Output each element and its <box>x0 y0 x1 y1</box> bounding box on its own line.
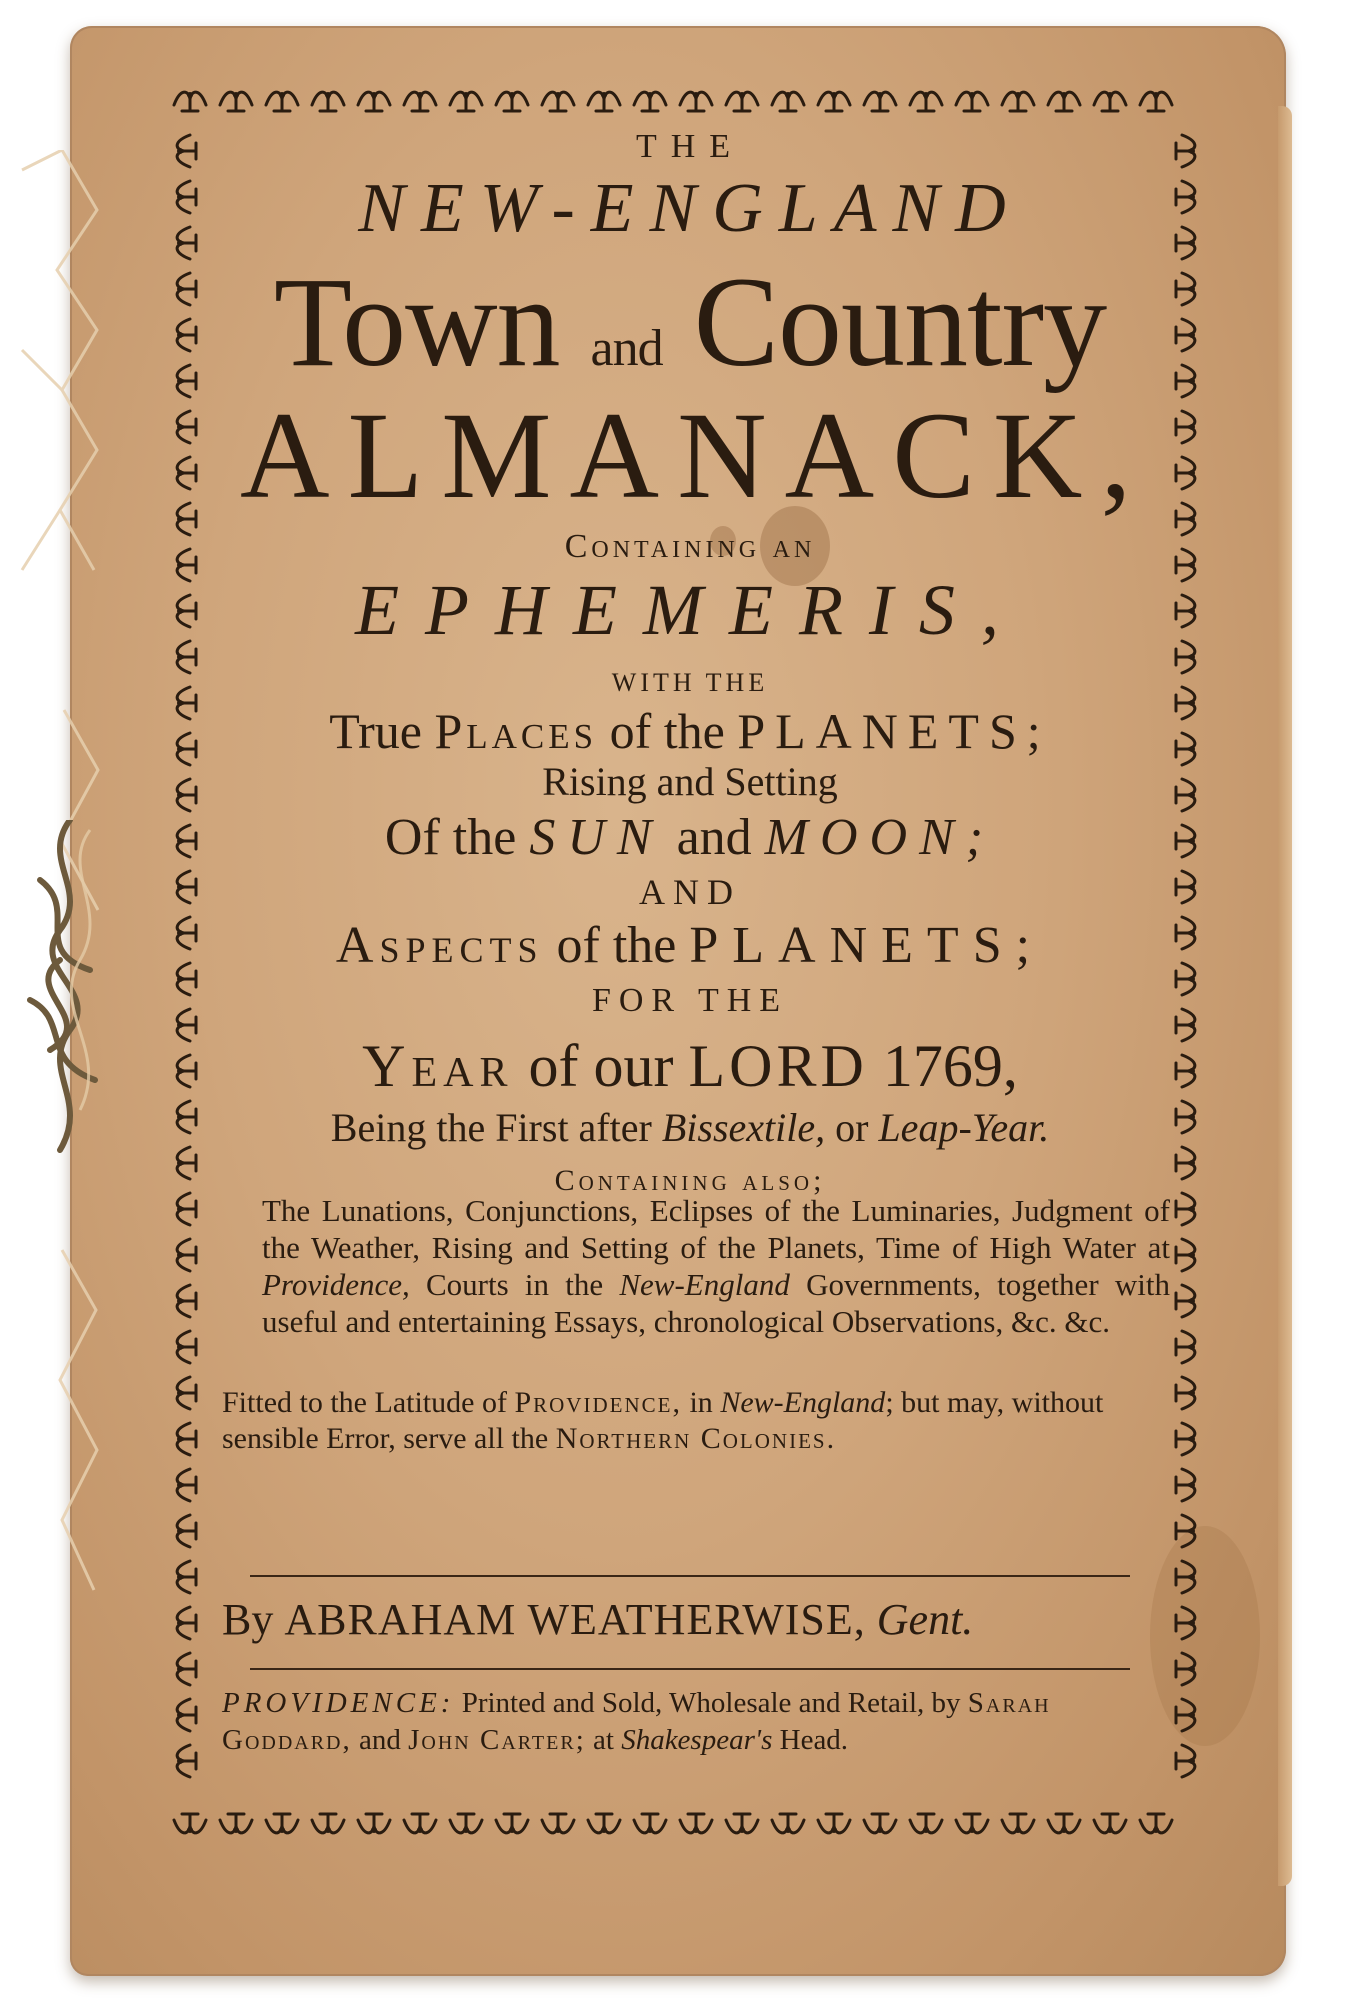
line-true-places <box>240 703 1140 759</box>
contents-paragraph <box>262 1192 1170 1340</box>
fleuron-ornament <box>177 1469 196 1501</box>
fleuron-ornament <box>177 273 196 305</box>
imprint-place: PROVIDENCE: <box>222 1687 455 1719</box>
imprint-text: and <box>351 1724 409 1756</box>
fleuron-ornament <box>1176 595 1195 627</box>
title-the: THE <box>635 128 745 165</box>
place-providence: Providence, <box>514 1386 682 1419</box>
fleuron-ornament <box>726 1814 758 1833</box>
fleuron-ornament <box>910 1814 942 1833</box>
fleuron-ornament <box>1176 1331 1195 1363</box>
imprint-text: Printed and Sold, Wholesale and Retail, by <box>454 1687 968 1719</box>
word-planets: PLANETS; <box>737 703 1051 759</box>
fleuron-ornament <box>1176 411 1195 443</box>
word-bissextile: Bissextile, <box>661 1105 826 1150</box>
fleuron-ornament <box>177 1101 196 1133</box>
title-page-text <box>240 128 1150 1210</box>
being-the-first: Being the First after <box>330 1105 652 1150</box>
fleuron-ornament <box>174 1814 206 1833</box>
fleuron-ornament <box>1176 1193 1195 1225</box>
fleuron-ornament <box>1176 1423 1195 1455</box>
line-year <box>240 1033 1140 1099</box>
fleuron-ornament <box>1176 1009 1195 1041</box>
fleuron-ornament <box>1176 503 1195 535</box>
word-of-the: Of the <box>384 809 517 866</box>
divider-rule <box>250 1575 1130 1577</box>
fleuron-ornament <box>588 1814 620 1833</box>
fleuron-ornament <box>1176 1147 1195 1179</box>
page-edge <box>1278 106 1292 1886</box>
fleuron-ornament <box>177 825 196 857</box>
paragraph-text: Fitted to the Latitude of <box>222 1386 515 1419</box>
word-places: Places <box>434 703 598 759</box>
printer-name: Sarah Goddard, <box>222 1687 1051 1756</box>
fleuron-ornament <box>634 1814 666 1833</box>
fleuron-ornament <box>1176 319 1195 351</box>
with-the: WITH THE <box>611 668 769 697</box>
divider-rule <box>250 1668 1130 1670</box>
byline-by: By <box>222 1595 274 1644</box>
fleuron-ornament <box>1094 92 1126 111</box>
fleuron-ornament <box>404 92 436 111</box>
fleuron-ornament <box>312 92 344 111</box>
fleuron-ornament <box>726 92 758 111</box>
fleuron-ornament <box>1140 92 1172 111</box>
fleuron-ornament <box>634 92 666 111</box>
fleuron-ornament <box>680 92 712 111</box>
imprint-text: at <box>585 1724 622 1756</box>
word-and: and <box>676 809 752 866</box>
imprint-text: Head. <box>772 1724 849 1756</box>
fleuron-ornament <box>177 319 196 351</box>
fleuron-ornament <box>177 917 196 949</box>
word-aspects: Aspects <box>335 917 544 974</box>
paragraph-text: Courts in the <box>409 1267 620 1302</box>
fleuron-ornament <box>266 92 298 111</box>
fleuron-ornament <box>177 641 196 673</box>
fleuron-ornament <box>864 1814 896 1833</box>
word-of-the: of the <box>609 703 725 759</box>
fleuron-ornament <box>312 1814 344 1833</box>
fleuron-ornament <box>177 1377 196 1409</box>
word-leap-year: Leap-Year. <box>878 1105 1050 1150</box>
line-sun-and-moon <box>240 809 1140 866</box>
place-new-england: New-England <box>720 1386 886 1419</box>
fleuron-ornament <box>772 1814 804 1833</box>
fleuron-ornament <box>177 1193 196 1225</box>
fleuron-ornament <box>1176 1239 1195 1271</box>
fleuron-ornament <box>1176 733 1195 765</box>
fleuron-ornament <box>177 1607 196 1639</box>
fleuron-ornament <box>1176 1561 1195 1593</box>
fleuron-ornament <box>1140 1814 1172 1833</box>
fleuron-ornament <box>1176 871 1195 903</box>
fleuron-ornament <box>1048 92 1080 111</box>
fleuron-ornament <box>1176 1515 1195 1547</box>
fleuron-ornament <box>266 1814 298 1833</box>
fleuron-ornament <box>542 92 574 111</box>
paragraph-text: Governments, together with useful and entertaining Essays, chronological Observations, &c. &c. <box>262 1267 1170 1339</box>
byline <box>222 1595 1172 1644</box>
fleuron-ornament <box>1176 1377 1195 1409</box>
title-town: Town <box>273 251 560 393</box>
fleuron-ornament <box>177 871 196 903</box>
fleuron-ornament <box>1176 1055 1195 1087</box>
author-name: ABRAHAM WEATHERWISE, <box>284 1595 866 1644</box>
word-moon: MOON; <box>764 809 996 866</box>
imprint <box>222 1685 1172 1759</box>
fleuron-ornament <box>177 1009 196 1041</box>
fleuron-ornament <box>542 1814 574 1833</box>
fleuron-ornament <box>1176 779 1195 811</box>
fleuron-ornament <box>358 92 390 111</box>
fleuron-ornament <box>1176 135 1195 167</box>
shop-sign: Shakespear's <box>621 1724 773 1756</box>
fleuron-ornament <box>177 411 196 443</box>
title-town-and-country <box>240 251 1140 393</box>
fleuron-ornament <box>177 595 196 627</box>
paragraph-text: in <box>681 1386 721 1419</box>
fleuron-ornament <box>177 227 196 259</box>
fleuron-ornament <box>1176 917 1195 949</box>
title-and: and <box>590 320 663 377</box>
fleuron-ornament <box>404 1814 436 1833</box>
fleuron-ornament <box>1176 1699 1195 1731</box>
place-new-england: New-England <box>619 1267 790 1302</box>
fleuron-ornament <box>177 733 196 765</box>
containing-an: Containing an <box>564 528 816 565</box>
title-country: Country <box>693 251 1107 393</box>
fleuron-ornament <box>177 1147 196 1179</box>
fleuron-ornament <box>1176 963 1195 995</box>
fleuron-ornament <box>177 1515 196 1547</box>
fitted-paragraph <box>222 1385 1172 1457</box>
fleuron-ornament <box>177 1699 196 1731</box>
northern-colonies: Northern Colonies. <box>555 1422 837 1455</box>
fleuron-ornament <box>680 1814 712 1833</box>
fleuron-ornament <box>220 92 252 111</box>
fleuron-ornament <box>1094 1814 1126 1833</box>
fleuron-ornament <box>450 1814 482 1833</box>
word-lord: LORD <box>688 1033 868 1099</box>
line-and: AND <box>639 872 741 912</box>
fleuron-ornament <box>177 1285 196 1317</box>
word-of-our: of our <box>528 1033 674 1099</box>
fleuron-ornament <box>220 1814 252 1833</box>
fleuron-ornament <box>588 92 620 111</box>
fleuron-ornament <box>177 1239 196 1271</box>
containing-also: Containing also; <box>554 1164 826 1197</box>
binding-string <box>0 820 150 1180</box>
word-or: or <box>835 1105 869 1150</box>
fleuron-ornament <box>956 1814 988 1833</box>
fleuron-ornament <box>1176 825 1195 857</box>
fleuron-ornament <box>1176 641 1195 673</box>
printer-name: John Carter; <box>408 1724 586 1756</box>
fleuron-ornament <box>177 687 196 719</box>
fleuron-ornament <box>772 92 804 111</box>
word-sun: SUN <box>529 809 664 866</box>
fleuron-ornament <box>1176 273 1195 305</box>
fleuron-ornament <box>956 92 988 111</box>
year-date: 1769, <box>882 1033 1018 1099</box>
fleuron-ornament <box>1176 1285 1195 1317</box>
fleuron-ornament <box>496 1814 528 1833</box>
fleuron-ornament <box>1176 1745 1195 1777</box>
title-new-england: NEW-ENGLAND <box>358 170 1022 247</box>
paragraph-text: The Lunations, Conjunctions, Eclipses of the Luminaries, Judgment of the Weather, Rising and Setting of the Planets, Time of High Water at <box>262 1193 1170 1265</box>
fleuron-ornament <box>1176 1653 1195 1685</box>
fleuron-ornament <box>864 92 896 111</box>
word-planets: PLANETS; <box>689 917 1045 974</box>
fleuron-ornament <box>1176 1101 1195 1133</box>
fleuron-ornament <box>177 1653 196 1685</box>
fleuron-ornament <box>177 181 196 213</box>
fleuron-ornament <box>496 92 528 111</box>
fleuron-ornament <box>1176 227 1195 259</box>
fleuron-ornament <box>450 92 482 111</box>
author-title: Gent. <box>876 1595 974 1644</box>
fleuron-ornament <box>177 549 196 581</box>
line-aspects <box>240 917 1140 974</box>
title-almanack: ALMANACK, <box>240 387 1150 524</box>
fleuron-ornament <box>177 457 196 489</box>
fleuron-ornament <box>1176 687 1195 719</box>
fleuron-ornament <box>177 1745 196 1777</box>
fleuron-ornament <box>177 365 196 397</box>
fleuron-ornament <box>358 1814 390 1833</box>
fleuron-ornament <box>1176 365 1195 397</box>
fleuron-ornament <box>174 92 206 111</box>
fleuron-ornament <box>177 963 196 995</box>
fleuron-ornament <box>818 1814 850 1833</box>
fleuron-ornament <box>1176 181 1195 213</box>
fleuron-ornament <box>1048 1814 1080 1833</box>
fleuron-ornament <box>1176 549 1195 581</box>
fleuron-ornament <box>177 1331 196 1363</box>
fleuron-ornament <box>1002 92 1034 111</box>
fleuron-ornament <box>177 503 196 535</box>
fleuron-ornament <box>177 779 196 811</box>
fleuron-ornament <box>1176 1607 1195 1639</box>
fleuron-ornament <box>177 1561 196 1593</box>
fleuron-ornament <box>177 1423 196 1455</box>
title-ephemeris: EPHEMERIS, <box>355 570 1025 650</box>
place-providence: Providence, <box>262 1267 410 1302</box>
fleuron-ornament <box>177 1055 196 1087</box>
word-of-the: of the <box>556 917 677 974</box>
fleuron-ornament <box>1176 1469 1195 1501</box>
line-being-first <box>240 1105 1140 1150</box>
fleuron-ornament <box>1002 1814 1034 1833</box>
rising-and-setting: Rising and Setting <box>542 759 838 804</box>
for-the: FOR THE <box>591 982 789 1019</box>
word-true: True <box>329 703 422 759</box>
paragraph-text: ; but may, without sensible Error, serve all the <box>222 1386 1104 1455</box>
word-year: Year <box>362 1033 514 1099</box>
fleuron-ornament <box>910 92 942 111</box>
fleuron-ornament <box>818 92 850 111</box>
fleuron-ornament <box>1176 457 1195 489</box>
fleuron-ornament <box>177 135 196 167</box>
